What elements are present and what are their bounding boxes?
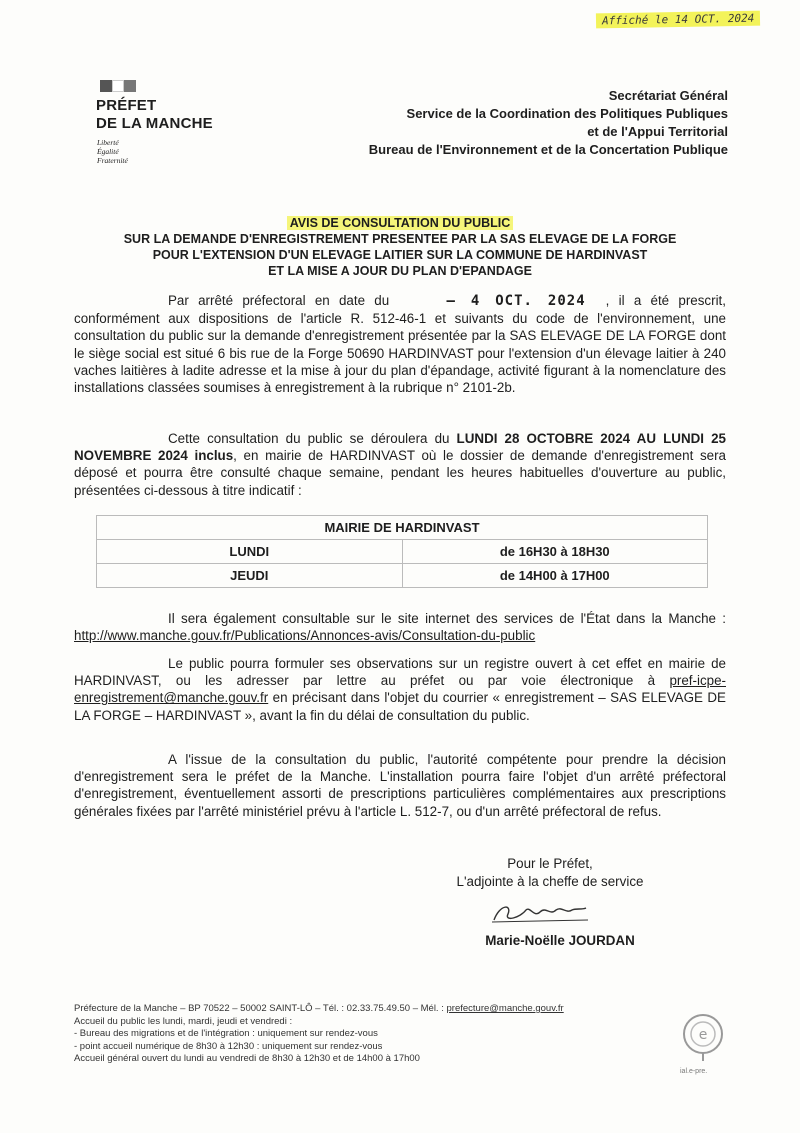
footer-line2: Accueil du public les lundi, mardi, jeudi et vendredi : (74, 1015, 293, 1027)
notice-title-line3: POUR L'EXTENSION D'UN ELEVAGE LAITIER SUR LA COMMUNE DE HARDINVAST (152, 248, 648, 262)
svg-text:e: e (698, 1027, 708, 1043)
e-prefecture-seal-icon (680, 1010, 726, 1062)
paragraph-decision: A l'issue de la consultation du public, l'autorité compétente pour prendre la décision d'enregistrement sera le préfet de la Manche. L'installation pourra faire l'objet d'un arrêté préfectoral d'enregistrement, éventuellement assorti de prescriptions particulières complémentaires aux prescriptions générales fixées par l'arrêté ministériel prévu à l'article L. 512-7, ou d'un arrêté préfectoral de refus. (74, 752, 726, 819)
seal-label: ial.e-pre. (680, 1068, 708, 1075)
consultation-dates: LUNDI 28 OCTOBRE 2024 AU LUNDI 25 NOVEMBRE 2024 inclus (74, 431, 726, 464)
marianne-logo (100, 80, 136, 92)
paragraph-consultation-period: Cette consultation du public se déroulera du LUNDI 28 OCTOBRE 2024 AU LUNDI 25 NOVEMBRE 2024 inclus, en mairie de HARDINVAST où le dossier de demande d'enregistrement sera déposé et pourra être consulté chaque semaine, pendant les heures habituelles d'ouverture au public, présentées ci-dessous à titre indicatif : (74, 431, 726, 498)
notice-title-line2: SUR LA DEMANDE D'ENREGISTREMENT PRESENTEE PAR LA SAS ELEVAGE DE LA FORGE (123, 232, 677, 246)
table-row (97, 564, 708, 588)
paragraph-observations: Le public pourra formuler ses observations sur un registre ouvert à cet effet en mairie de HARDINVAST, ou les adresser par lettre au préfet ou par voie électronique à pref-icpe-enregistrement@manche.gouv.fr en précisant dans l'objet du courrier « enregistrement – SAS ELEVAGE DE LA FORGE – HARDINVAST », avant la fin du délai de consultation du public. (74, 656, 726, 723)
opening-hours-table (96, 515, 708, 588)
table-header: MAIRIE DE HARDINVAST (97, 516, 708, 540)
signature-line2: L'adjointe à la cheffe de service (456, 874, 644, 889)
motto-liberte: Liberté (97, 138, 119, 147)
icpe-email-link[interactable]: pref-icpe-enregistrement@manche.gouv.fr (74, 673, 726, 706)
signature-line1: Pour le Préfet, (507, 856, 593, 871)
motto-fraternite: Fraternité (97, 156, 128, 165)
issuing-service-header (369, 87, 728, 159)
republic-motto (97, 138, 128, 165)
table-hours: de 14H00 à 17H00 (402, 564, 708, 588)
notice-title (90, 215, 710, 279)
prefecture-logo-title (96, 97, 213, 133)
handwritten-signature-icon (490, 900, 590, 928)
header-line1: Secrétariat Général (608, 88, 728, 103)
notice-title-main: AVIS DE CONSULTATION DU PUBLIC (287, 216, 514, 230)
table-day: LUNDI (97, 540, 403, 564)
paragraph-decree: Par arrêté préfectoral en date du – 4 OCT. 2024 , il a été prescrit, conformément aux dispositions de l'article R. 512-46-1 et suivants du code de l'environnement, une consultation du public sur la demande d'enregistrement présentée par la SAS ELEVAGE DE LA FORGE dont le siège social est situé 6 bis rue de la Forge 50690 HARDINVAST pour l'extension d'un élevage laitier à 240 vaches laitières à ladite adresse et la mise à jour du plan d'épandage, activité figurant à la nomenclature des installations classées soumises à enregistrement à la rubrique n° 2101-2b. (74, 293, 726, 396)
signatory-name: Marie-Noëlle JOURDAN (485, 933, 635, 948)
header-line3: et de l'Appui Territorial (587, 124, 728, 139)
notice-title-line4: ET LA MISE A JOUR DU PLAN D'EPANDAGE (268, 264, 532, 278)
signature-block (420, 855, 680, 891)
paragraph-website: Il sera également consultable sur le site internet des services de l'État dans la Manche : http://www.manche.gouv.fr/Publications/Annonces-avis/Consultation-du-public (74, 611, 726, 644)
logo-line1: PRÉFET (96, 97, 157, 114)
table-hours: de 16H30 à 18H30 (402, 540, 708, 564)
footer-contact: Préfecture de la Manche – BP 70522 – 50002 SAINT-LÔ – Tél. : 02.33.75.49.50 – Mél. : prefecture@manche.gouv.fr Accueil du public les lundi, mardi, jeudi et vendredi : - Bureau des migrations et de l'intégration : uniquement sur rendez-vous - point accueil numérique de 8h30 à 12h30 : uniquement sur rendez-vous Accueil général ouvert du lundi au vendredi de 8h30 à 12h30 et de 14h00 à 17h00 (74, 1003, 564, 1064)
table-day: JEUDI (97, 564, 403, 588)
consultation-link[interactable]: http://www.manche.gouv.fr/Publications/Annonces-avis/Consultation-du-public (74, 628, 536, 644)
prefecture-email-link[interactable]: prefecture@manche.gouv.fr (446, 1003, 564, 1014)
motto-egalite: Égalité (97, 147, 119, 156)
decree-date-stamp: – 4 OCT. 2024 (446, 293, 586, 309)
logo-line2: DE LA MANCHE (96, 115, 213, 132)
footer-line4: - point accueil numérique de 8h30 à 12h30 : uniquement sur rendez-vous (74, 1040, 383, 1052)
table-row (97, 540, 708, 564)
header-line4: Bureau de l'Environnement et de la Concertation Publique (368, 142, 728, 157)
footer-line3: - Bureau des migrations et de l'intégration : uniquement sur rendez-vous (74, 1028, 378, 1039)
footer-line5: Accueil général ouvert du lundi au vendredi de 8h30 à 12h30 et de 14h00 à 17h00 (74, 1053, 420, 1064)
header-line2: Service de la Coordination des Politiques Publiques (406, 106, 728, 121)
posting-stamp: Affiché le 14 OCT. 2024 (596, 11, 761, 29)
